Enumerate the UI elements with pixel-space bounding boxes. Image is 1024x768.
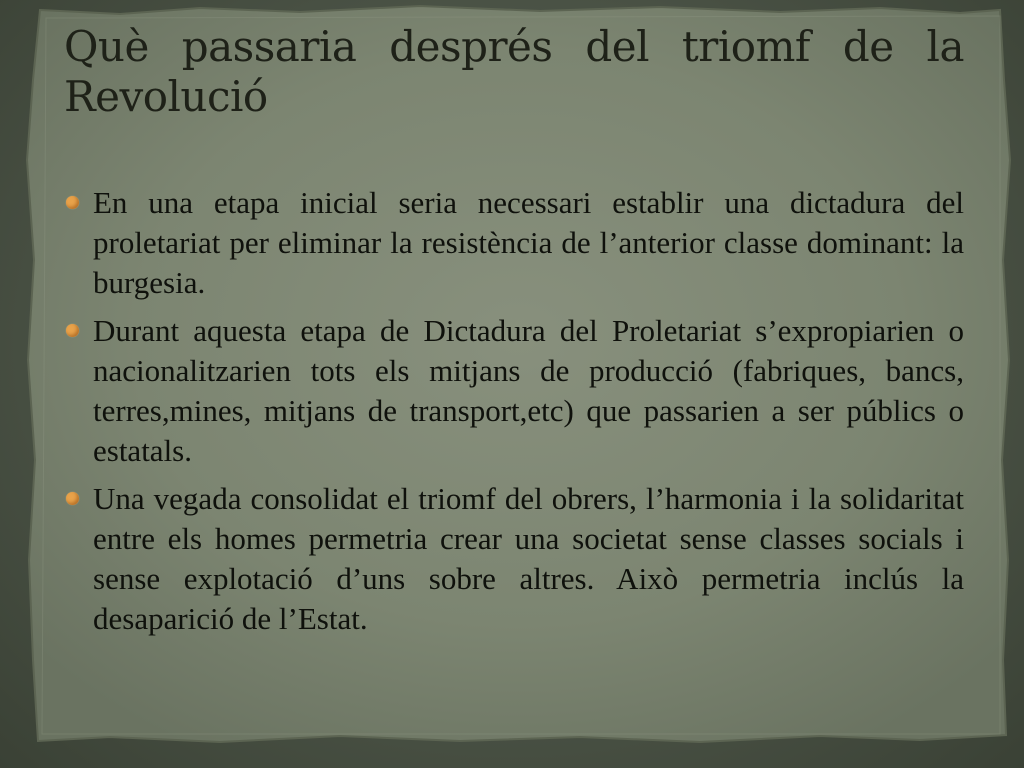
bullet-text: Durant aquesta etapa de Dictadura del Proletariat s’expropiarien o nacionalitzarien tots els mitjans de producció (fabriques, bancs, terres,mines, mitjans de transport,etc) que passarien a ser públics o estatals. bbox=[93, 313, 964, 468]
bullet-text: Una vegada consolidat el triomf del obrers, l’harmonia i la solidaritat entre els homes permetria crear una societat sense classes socials i sense explotació d’uns sobre altres. Això permetria inclús la desaparició de l’Estat. bbox=[93, 481, 964, 636]
bullet-list bbox=[64, 183, 964, 647]
bullet-dot-icon bbox=[66, 196, 79, 209]
bullet-dot-icon bbox=[66, 492, 79, 505]
slide-title: Què passaria després del triomf de la Revolució bbox=[64, 22, 964, 121]
bullet-item bbox=[64, 183, 964, 303]
bullet-item bbox=[64, 479, 964, 639]
bullet-dot-icon bbox=[66, 324, 79, 337]
bullet-text: En una etapa inicial seria necessari establir una dictadura del proletariat per eliminar la resistència de l’anterior classe dominant: la burgesia. bbox=[93, 185, 964, 300]
bullet-item bbox=[64, 311, 964, 471]
